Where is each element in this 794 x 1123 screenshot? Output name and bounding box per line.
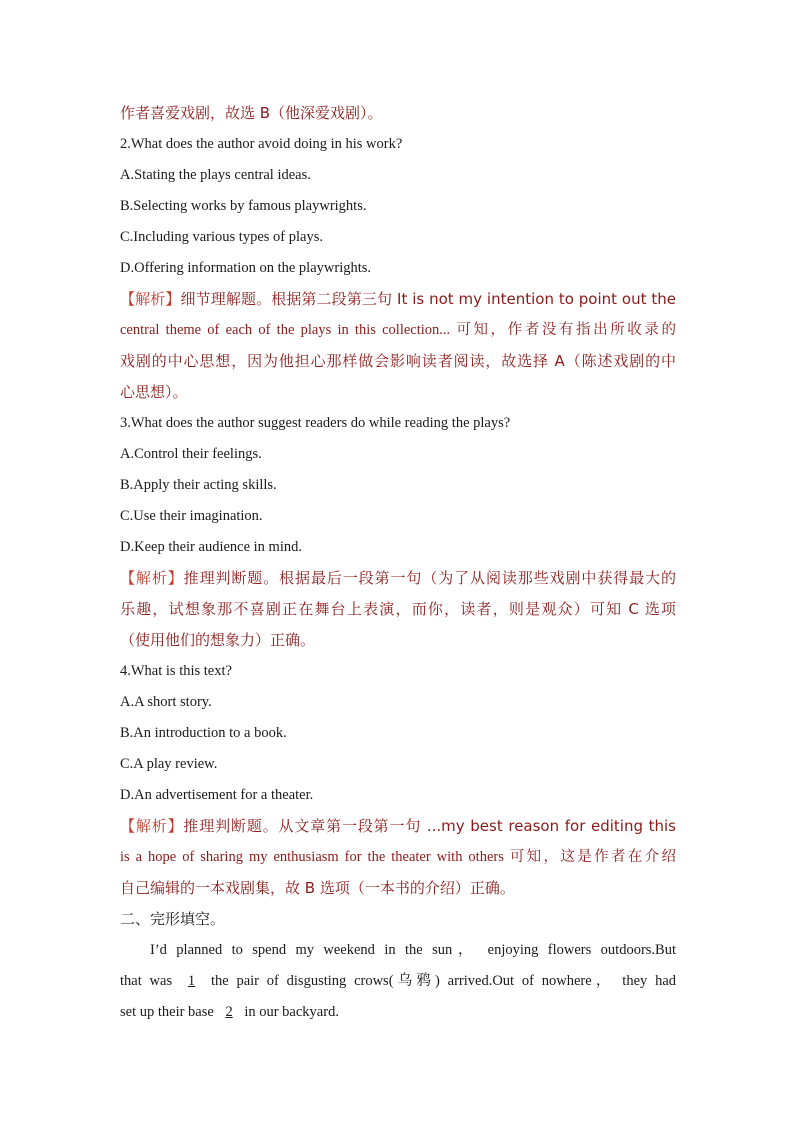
question-3: 3.What does the author suggest readers do while reading the plays? xyxy=(120,415,511,431)
analysis-2-line-4: 心思想）。 xyxy=(120,383,188,401)
analysis-4-line-2: is a hope of sharing my enthusiasm for the theater with others 可知，这是作者在介绍 xyxy=(120,849,676,865)
question-3-option-b: B.Apply their acting skills. xyxy=(120,477,277,493)
question-4-option-d: D.An advertisement for a theater. xyxy=(120,787,314,803)
question-3-option-c: C.Use their imagination. xyxy=(120,508,263,524)
question-2-option-c: C.Including various types of plays. xyxy=(120,229,323,245)
analysis-tag: 【解析】 xyxy=(120,290,181,308)
cloze-paragraph-line-3: set up their base 2 in our backyard. xyxy=(120,1004,339,1020)
analysis-4-line-1: 【解析】推理判断题。从文章第一段第一句 ...my best reason for editing this xyxy=(120,817,676,835)
cloze-blank-2: 2 xyxy=(225,1004,233,1020)
question-3-option-d: D.Keep their audience in mind. xyxy=(120,539,302,555)
cloze-blank-1: 1 xyxy=(187,973,196,989)
cloze-paragraph-line-1: I’d planned to spend my weekend in the sun， enjoying flowers outdoors.But xyxy=(150,942,676,958)
analysis-3-line-2: 乐趣，试想象那不喜剧正在舞台上表演，而你，读者，则是观众）可知 C 选项 xyxy=(120,600,676,618)
answer-1-tail: 作者喜爱戏剧，故选 B（他深爱戏剧）。 xyxy=(120,104,383,122)
analysis-2-line-1: 【解析】细节理解题。根据第二段第三句 It is not my intention to point out the xyxy=(120,290,676,308)
analysis-2-line-2: central theme of each of the plays in this collection... 可知，作者没有指出所收录的 xyxy=(120,322,676,338)
question-2: 2.What does the author avoid doing in his work? xyxy=(120,136,403,152)
question-3-option-a: A.Control their feelings. xyxy=(120,446,262,462)
question-2-option-b: B.Selecting works by famous playwrights. xyxy=(120,198,367,214)
analysis-tag: 【解析】 xyxy=(120,569,184,587)
question-4-option-a: A.A short story. xyxy=(120,694,212,710)
question-4-option-b: B.An introduction to a book. xyxy=(120,725,287,741)
question-4: 4.What is this text? xyxy=(120,663,232,679)
analysis-2-line-3: 戏剧的中心思想，因为他担心那样做会影响读者阅读，故选择 A（陈述戏剧的中 xyxy=(120,352,676,370)
document-page xyxy=(120,98,676,1028)
question-4-option-c: C.A play review. xyxy=(120,756,218,772)
question-2-option-a: A.Stating the plays central ideas. xyxy=(120,167,311,183)
section-2-heading: 二、完形填空。 xyxy=(120,910,226,928)
question-2-option-d: D.Offering information on the playwrights. xyxy=(120,260,372,276)
analysis-4-line-3: 自己编辑的一本戏剧集，故 B 选项（一本书的介绍）正确。 xyxy=(120,879,515,897)
analysis-3-line-3: （使用他们的想象力）正确。 xyxy=(120,631,316,649)
analysis-3-line-1: 【解析】推理判断题。根据最后一段第一句（为了从阅读那些戏剧中获得最大的 xyxy=(120,569,676,587)
cloze-paragraph-line-2: that was 1 the pair of disgusting crows(乌鸦) arrived.Out of nowhere， they had xyxy=(120,973,676,989)
analysis-tag: 【解析】 xyxy=(120,817,184,835)
